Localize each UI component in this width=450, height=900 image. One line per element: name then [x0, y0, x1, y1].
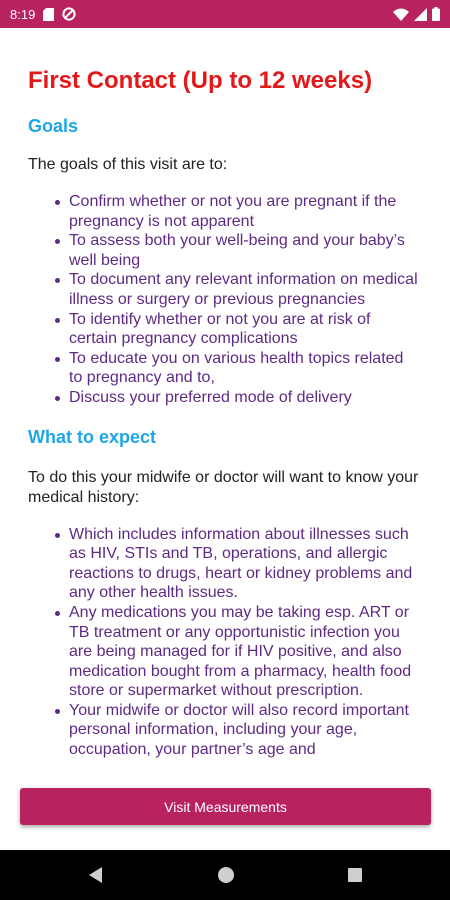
list-item-text: Which includes information about illnesses such as HIV, STIs and TB, operations, and allergic reactions to drugs, heart or kidney problems and any other health issues. — [69, 525, 413, 602]
section-heading-goals: Goals — [28, 116, 79, 136]
list-item-text: Your midwife or doctor will also record important personal information, including your age, occupation, your partner’s age and — [69, 701, 409, 759]
signal-icon — [414, 8, 427, 21]
bullet-icon — [55, 357, 60, 362]
list-item-text: Any medications you may be taking esp. ART or TB treatment or any opportunistic infection you are being managed for if HIV positive, and also medication bought from a pharmacy, health food store or supermarket without prescription. — [69, 603, 412, 700]
page-title: First Contact (Up to 12 weeks) — [28, 67, 373, 94]
list-item-text: To assess both your well-being and your baby’s well being — [69, 232, 405, 269]
list-item-text: To identify whether or not you are at risk of certain pregnancy complications — [69, 310, 371, 348]
recents-icon[interactable] — [346, 865, 364, 890]
what-to-expect-intro: To do this your midwife or doctor will want to know your medical history: — [28, 468, 419, 506]
list-item-text: Discuss your preferred mode of delivery — [69, 388, 352, 406]
bullet-icon — [55, 709, 60, 714]
what-to-expect-list — [28, 525, 422, 760]
home-icon[interactable] — [216, 865, 236, 890]
section-heading-what-to-expect: What to expect — [28, 426, 157, 447]
status-right — [393, 7, 440, 21]
battery-icon — [432, 7, 440, 21]
status-left — [10, 7, 76, 22]
visit-measurements-button[interactable]: Visit Measurements — [20, 788, 431, 825]
sd-card-icon — [43, 8, 54, 21]
list-item — [69, 310, 422, 349]
bullet-icon — [55, 611, 60, 616]
wifi-icon — [393, 8, 409, 21]
list-item — [69, 192, 422, 231]
content-scroll-area[interactable] — [0, 28, 450, 780]
no-disturb-icon — [62, 7, 76, 21]
goals-intro: The goals of this visit are to: — [28, 156, 228, 173]
list-item — [69, 270, 422, 309]
list-item-text: To educate you on various health topics related to pregnancy and to, — [69, 349, 404, 387]
list-item — [69, 603, 422, 701]
goals-list — [28, 192, 422, 408]
list-item — [69, 231, 422, 270]
list-item — [69, 388, 422, 408]
status-time: 8:19 — [10, 6, 36, 22]
navigation-bar — [0, 850, 450, 900]
list-item-text: To document any relevant information on medical illness or surgery or previous pregnancies — [69, 271, 418, 308]
list-item-text: Confirm whether or not you are pregnant if the pregnancy is not apparent — [69, 193, 397, 230]
bullet-icon — [55, 396, 60, 401]
back-icon[interactable] — [86, 865, 104, 890]
status-bar — [0, 0, 450, 28]
bullet-icon — [55, 278, 60, 283]
list-item — [69, 349, 422, 388]
bullet-icon — [55, 318, 60, 323]
bullet-icon — [55, 239, 60, 244]
bullet-icon — [55, 533, 60, 538]
bullet-icon — [55, 200, 60, 205]
list-item — [69, 701, 422, 760]
list-item — [69, 525, 422, 603]
